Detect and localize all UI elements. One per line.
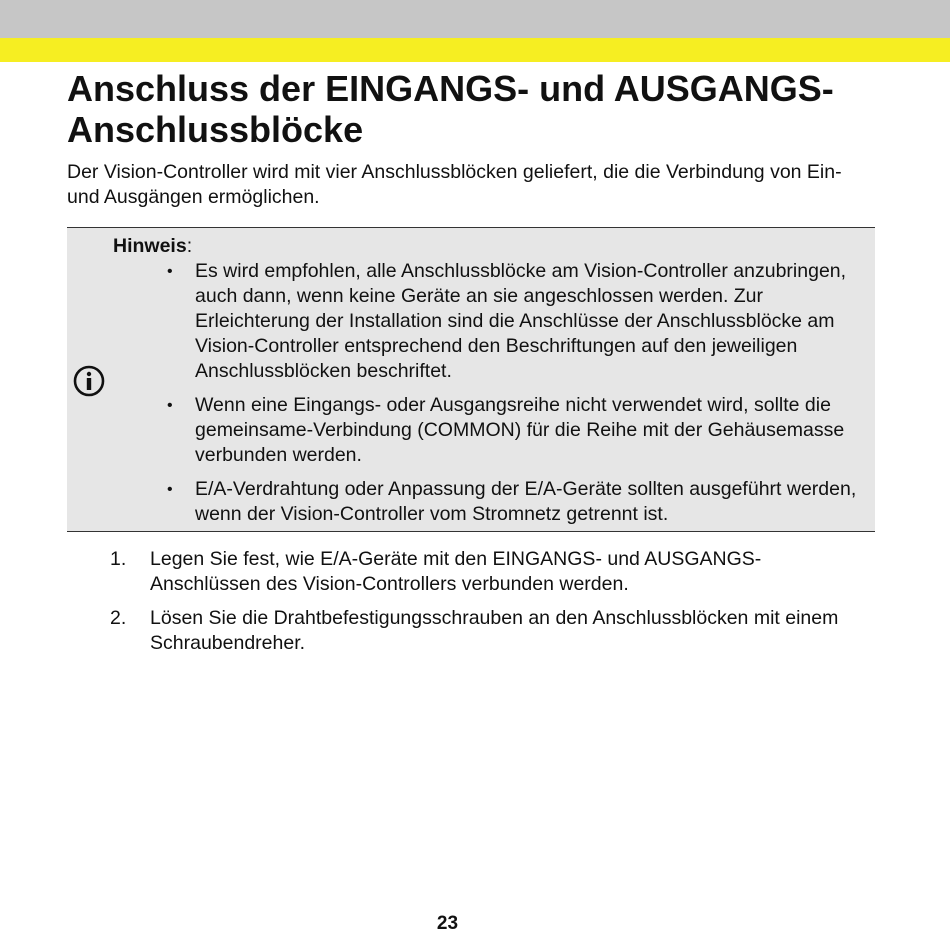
step-number: 1. bbox=[110, 548, 127, 570]
header-yellow-bar bbox=[0, 38, 950, 62]
header-gray-bar bbox=[0, 0, 950, 38]
step-number: 2. bbox=[110, 607, 127, 629]
note-label bbox=[113, 234, 192, 259]
note-label-colon: : bbox=[186, 235, 193, 257]
page-number: 23 bbox=[436, 913, 459, 934]
note-bullet-item bbox=[167, 259, 865, 384]
note-bullet-text: Wenn eine Eingangs- oder Ausgangsreihe nicht verwendet wird, sollte die gemeinsame-Verbindung (COMMON) für die Reihe mit der Gehäusemasse verbunden werden. bbox=[195, 394, 845, 466]
step-text: Lösen Sie die Drahtbefestigungsschrauben an den Anschlussblöcken mit einem Schraubendreher. bbox=[150, 607, 839, 654]
note-label-text: Hinweis bbox=[113, 235, 187, 257]
note-bullet-text: Es wird empfohlen, alle Anschlussblöcke am Vision-Controller anzubringen, auch dann, wenn keine Geräte an sie angeschlossen werden. Zur Erleichterung der Installation sind die Anschlüsse der Anschlussblöcke am Vision-Controller entsprechend den Beschriftungen auf den jeweiligen Anschlussblöcken beschriftet. bbox=[195, 260, 847, 382]
note-bullet-item bbox=[167, 393, 865, 468]
step-text: Legen Sie fest, wie E/A-Geräte mit den EINGANGS- und AUSGANGS-Anschlüssen des Vision-Controllers verbunden werden. bbox=[150, 548, 762, 595]
bullet-dot: • bbox=[167, 481, 173, 498]
note-bullet-item bbox=[167, 477, 865, 527]
step-item bbox=[110, 606, 870, 656]
page-title: Anschluss der EINGANGS- und AUSGANGS-Anschlussblöcke bbox=[67, 68, 834, 150]
intro-paragraph: Der Vision-Controller wird mit vier Anschlussblöcken geliefert, die die Verbindung von Ein- und Ausgängen ermöglichen. bbox=[67, 161, 842, 208]
note-bullet-text: E/A-Verdrahtung oder Anpassung der E/A-Geräte sollten ausgeführt werden, wenn der Vision-Controller vom Stromnetz getrennt ist. bbox=[195, 478, 857, 525]
note-bullet-list bbox=[167, 259, 865, 536]
bullet-dot: • bbox=[167, 397, 173, 414]
note-box bbox=[67, 227, 875, 532]
bullet-dot: • bbox=[167, 263, 173, 280]
info-icon bbox=[73, 365, 105, 397]
steps-list bbox=[110, 547, 870, 665]
step-item bbox=[110, 547, 870, 597]
